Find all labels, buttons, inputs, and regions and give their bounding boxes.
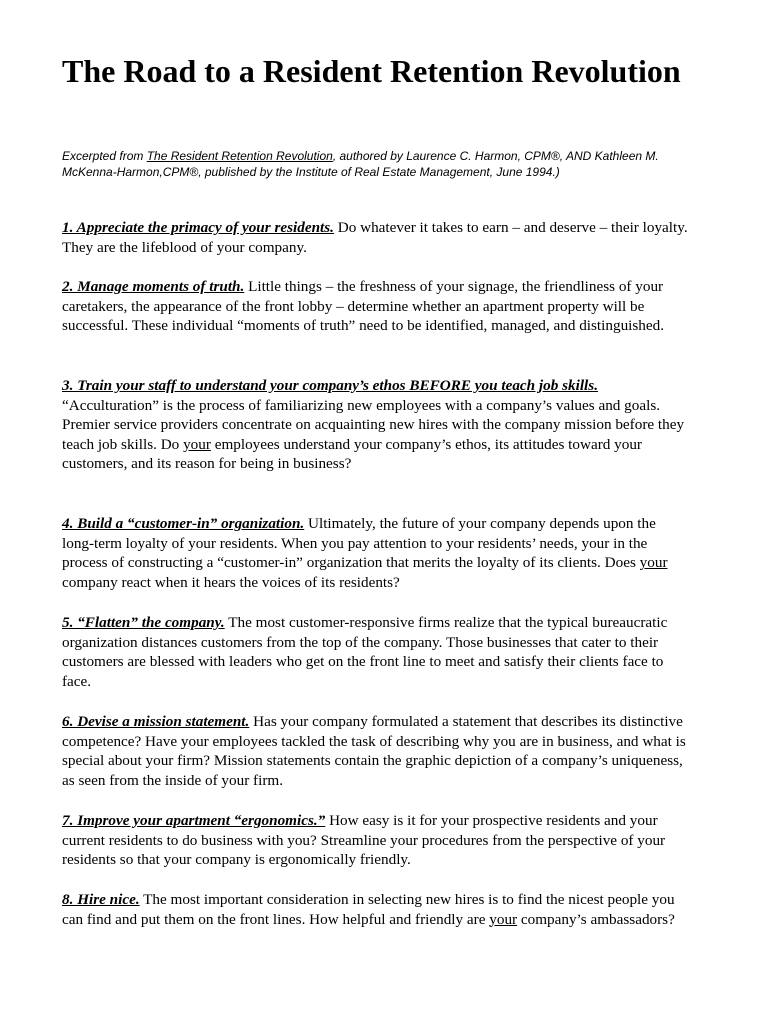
item-body: employees understand your company’s ethos, its attitudes toward your customers, and its reason for being in business? xyxy=(62,435,642,473)
document-title: The Road to a Resident Retention Revolution xyxy=(62,53,681,89)
item-body: Has your company formulated a statement that describes its distinctive competence? Have your employees tackled the task of describing why you are in business, and what is special about your firm? Mission statements contain the graphic depiction of a company’s uniqueness, as seen from the inside of your firm. xyxy=(62,713,686,789)
item-heading: 6. Devise a mission statement. xyxy=(62,713,250,730)
item-emphasis: your xyxy=(489,910,518,928)
excerpt-book-title: The Resident Retention Revolution xyxy=(146,149,333,163)
item-heading: 1. Appreciate the primacy of your residents. xyxy=(62,219,334,236)
excerpt-prefix: Excerpted from xyxy=(62,149,147,163)
list-item-5 xyxy=(62,613,690,691)
item-heading: 5. “Flatten” the company. xyxy=(62,614,225,631)
excerpt-suffix: , authored by Laurence C. Harmon, CPM®, AND Kathleen M. McKenna-Harmon,CPM®, published by the Institute of Real Estate Management, June 1994.) xyxy=(62,149,659,179)
list-item-3 xyxy=(62,376,690,474)
item-body: Do whatever it takes to earn – and deserve – their loyalty. They are the lifeblood of your company. xyxy=(62,219,688,256)
list-item-7 xyxy=(62,811,690,870)
list-item-2 xyxy=(62,277,690,336)
item-body: Ultimately, the future of your company depends upon the long-term loyalty of your residents. When you pay attention to your residents’ needs, your in the process of constructing a “customer-in” organization that merits the loyalty of its clients. Does xyxy=(62,515,656,572)
item-emphasis: your xyxy=(639,554,668,572)
item-heading: 2. Manage moments of truth. xyxy=(62,278,245,295)
item-body: Little things – the freshness of your signage, the friendliness of your caretakers, the appearance of the front lobby – determine whether an apartment property will be successful. These individual “moments of truth” need to be identified, managed, and distinguished. xyxy=(62,278,665,335)
list-item-4 xyxy=(62,514,690,592)
item-body: company react when it hears the voices of its residents? xyxy=(62,573,400,591)
item-body: How easy is it for your prospective residents and your current residents to do business with you? Streamline your procedures from the perspective of your residents so that your company is ergonomically friendly. xyxy=(62,812,666,869)
item-heading: 3. Train your staff to understand your company’s ethos BEFORE you teach job skills. xyxy=(62,377,598,394)
list-item-8 xyxy=(62,890,690,929)
item-heading: 4. Build a “customer-in” organization. xyxy=(62,515,305,532)
list-item-6 xyxy=(62,712,690,790)
item-body: The most customer-responsive firms realize that the typical bureaucratic organization distances customers from the top of the company. Those businesses that cater to their customers are blessed with leaders who get on the front line to meet and satisfy their clients face to face. xyxy=(62,614,668,690)
item-body: “Acculturation” is the process of familiarizing new employees with a company’s values and goals. Premier service providers concentrate on acquainting new hires with the company mission before they teach job skills. Do xyxy=(62,396,685,453)
item-body: company’s ambassadors? xyxy=(517,910,675,928)
item-heading: 8. Hire nice. xyxy=(62,891,140,908)
item-heading: 7. Improve your apartment “ergonomics.” xyxy=(62,812,326,829)
list-item-1 xyxy=(62,218,690,257)
item-body: The most important consideration in selecting new hires is to find the nicest people you can find and put them on the front lines. How helpful and friendly are xyxy=(62,891,675,928)
item-emphasis: your xyxy=(183,435,211,453)
excerpt-citation xyxy=(62,148,682,180)
